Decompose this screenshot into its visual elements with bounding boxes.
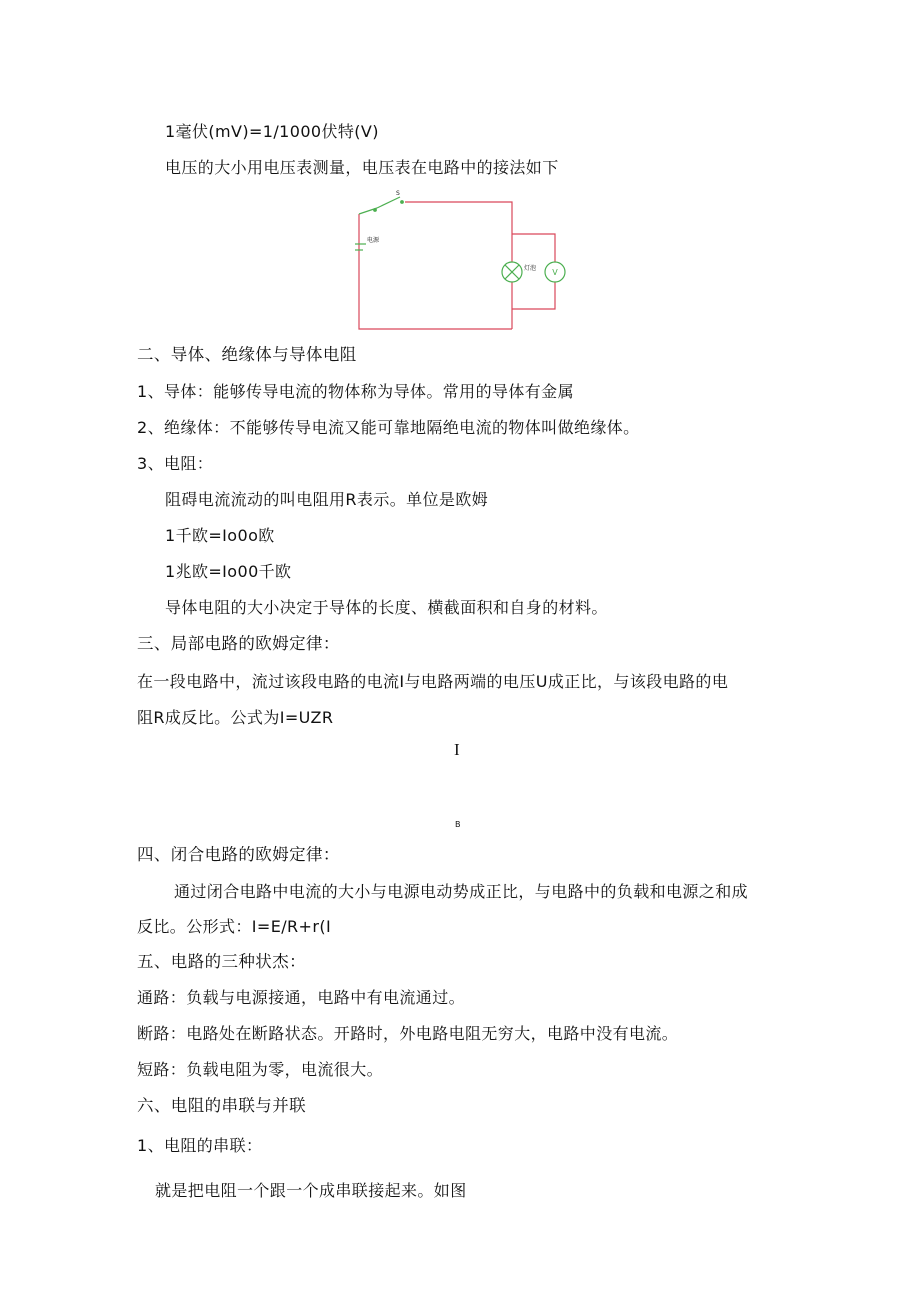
broken-circuit-state: 断路：电路处在断路状态。开路时，外电路电阻无穷大，电路中没有电流。	[137, 1024, 679, 1043]
resistance-definition: 阻碍电流流动的叫电阻用R表示。单位是欧姆	[165, 490, 489, 509]
voltmeter-circuit-diagram	[355, 186, 585, 336]
battery-icon	[355, 244, 366, 250]
voltmeter-label: V	[552, 268, 558, 277]
ohm-law-text-1: 在一段电路中，流过该段电路的电流I与电路两端的电压U成正比，与该段电路的电	[137, 672, 729, 691]
series-subtitle: 1、电阻的串联：	[137, 1136, 263, 1155]
formula-small-mark: B	[455, 820, 461, 829]
short-circuit-state: 短路：负载电阻为零，电流很大。	[137, 1060, 384, 1079]
lamp-icon	[502, 262, 522, 282]
open-circuit-state: 通路：负载与电源接通，电路中有电流通过。	[137, 988, 466, 1007]
closed-circuit-text-2: 反比。公形式：I=E/R+r(I	[137, 917, 332, 936]
unit-conversion-line: 1毫伏(mV)=1/1000伏特(V)	[165, 122, 379, 141]
kilo-ohm-line: 1千欧=Io0o欧	[165, 526, 275, 545]
switch-icon	[359, 197, 403, 214]
conductor-item: 1、导体：能够传导电流的物体称为导体。常用的导体有金属	[137, 382, 574, 401]
switch-label: S	[396, 190, 400, 197]
section5-title: 五、电路的三种状杰：	[137, 952, 306, 971]
section3-title: 三、局部电路的欧姆定律：	[137, 634, 340, 653]
insulator-item: 2、绝缘体：不能够传导电流又能可靠地隔绝电流的物体叫做绝缘体。	[137, 418, 640, 437]
series-definition: 就是把电阻一个跟一个成串联接起来。如图	[155, 1181, 467, 1200]
section2-title: 二、导体、绝缘体与导体电阻	[137, 345, 357, 364]
section4-title: 四、闭合电路的欧姆定律：	[137, 845, 340, 864]
formula-current-symbol: I	[454, 740, 461, 759]
voltage-intro: 电压的大小用电压表测量，电压表在电路中的接法如下	[165, 158, 559, 177]
battery-label: 电源	[367, 237, 380, 244]
section6-title: 六、电阻的串联与并联	[137, 1096, 306, 1115]
mega-ohm-line: 1兆欧=Io00千欧	[165, 562, 292, 581]
resistance-item: 3、电阻：	[137, 454, 214, 473]
resistance-factors: 导体电阻的大小决定于导体的长度、横截面积和自身的材料。	[165, 598, 608, 617]
ohm-law-text-2: 阻R成反比。公式为I=UZR	[137, 708, 334, 727]
closed-circuit-text-1: 通过闭合电路中电流的大小与电源电动势成正比，与电路中的负载和电源之和成	[174, 882, 749, 901]
lamp-label: 灯泡	[524, 265, 537, 272]
